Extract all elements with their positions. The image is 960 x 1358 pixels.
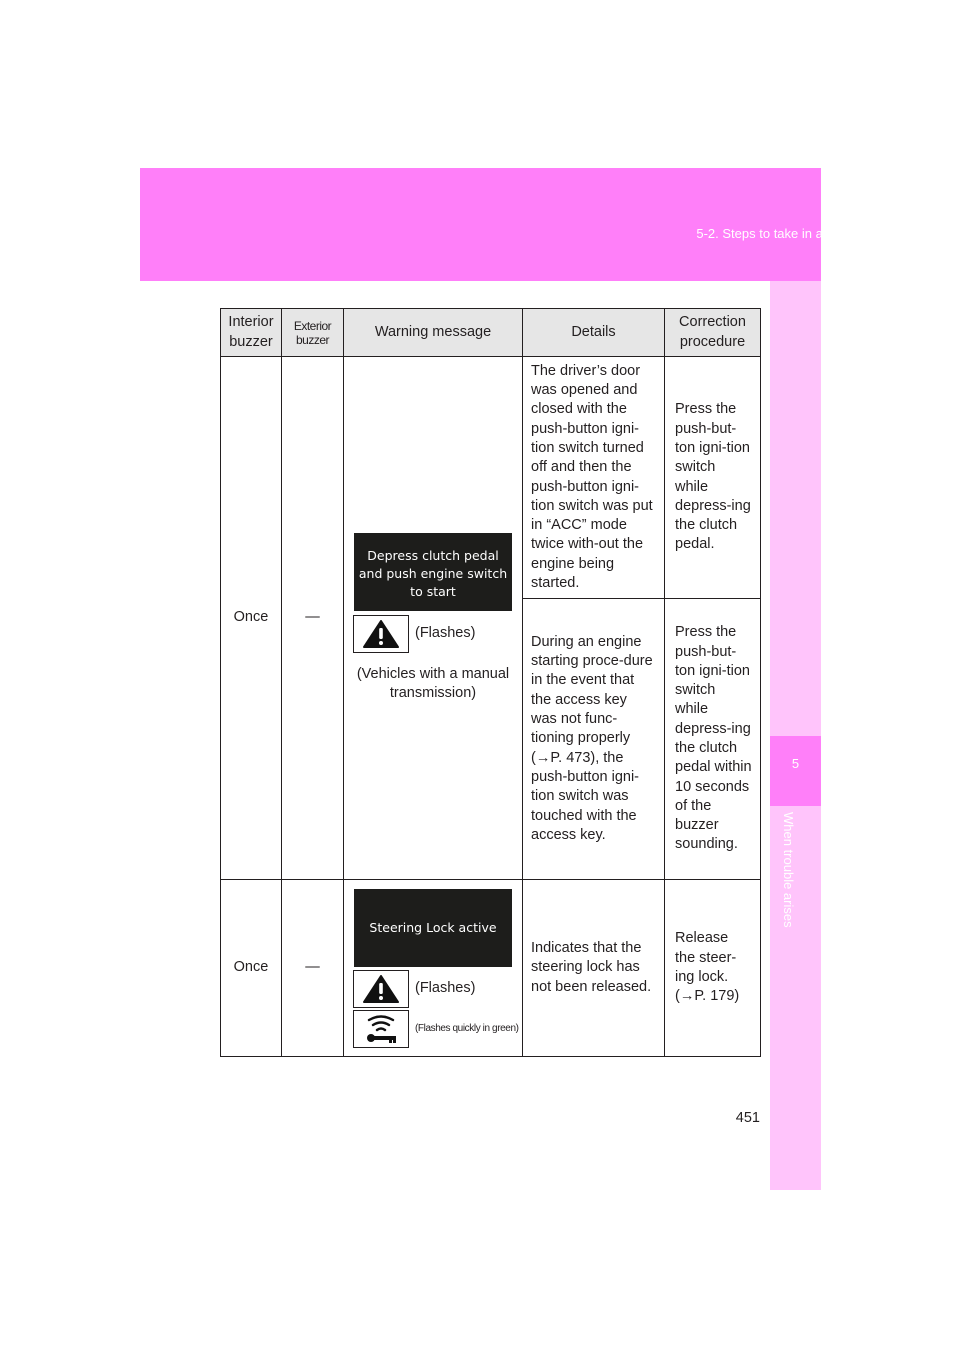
table-header-row bbox=[221, 309, 761, 357]
details-cell: Indicates that the steering lock has not been released. bbox=[523, 880, 665, 1057]
message-display: Steering Lock active bbox=[354, 889, 512, 967]
exterior-buzzer-cell: — bbox=[282, 357, 344, 880]
indicator-label: (Flashes) bbox=[415, 625, 476, 642]
column-header: Details bbox=[523, 309, 665, 357]
indicator-label: (Flashes) bbox=[415, 979, 476, 996]
column-header: Interior buzzer bbox=[221, 309, 282, 357]
column-header: Exterior buzzer bbox=[282, 309, 344, 357]
chapter-label-container bbox=[772, 812, 796, 972]
table-row bbox=[221, 880, 761, 1057]
table-row bbox=[221, 357, 761, 599]
interior-buzzer-cell: Once bbox=[221, 880, 282, 1057]
vehicle-note: (Vehicles with a manual transmission) bbox=[356, 665, 510, 701]
warning-message-cell bbox=[344, 357, 523, 880]
page-number: 451 bbox=[735, 1110, 760, 1126]
indicator-row bbox=[353, 970, 522, 1008]
chapter-box bbox=[770, 736, 821, 806]
chapter-label: When trouble arises bbox=[781, 812, 796, 928]
key-indicator-icon bbox=[353, 1010, 409, 1048]
correction-cell: Release the steer-ing lock. (→P. 179) bbox=[665, 880, 761, 1057]
warning-triangle-icon bbox=[353, 970, 409, 1008]
details-cell: During an engine starting proce-dure in the event that the access key was not func-tioning properly (→P. 473), the push-button igni-tion switch was touched with the access key. bbox=[523, 599, 665, 880]
header-band bbox=[140, 168, 821, 281]
section-title: 5-2. Steps to take in an emergency bbox=[696, 226, 898, 241]
correction-cell: Press the push-but-ton igni-tion switch while depress-ing the clutch pedal. bbox=[665, 357, 761, 599]
column-header: Correction procedure bbox=[665, 309, 761, 357]
column-header: Warning message bbox=[344, 309, 523, 357]
message-display: Depress clutch pedal and push engine switch to start bbox=[354, 533, 512, 611]
key-indicator-label: (Flashes quickly in green) bbox=[415, 1022, 519, 1034]
warning-triangle-icon bbox=[353, 615, 409, 653]
chapter-number: 5 bbox=[791, 756, 800, 771]
exterior-buzzer-cell: — bbox=[282, 880, 344, 1057]
correction-cell: Press the push-but-ton igni-tion switch while depress-ing the clutch pedal within 10 seconds of the buzzer sounding. bbox=[665, 599, 761, 880]
interior-buzzer-cell: Once bbox=[221, 357, 282, 880]
details-cell: The driver’s door was opened and closed with the push-button igni-tion switch turned off and then the push-button igni-tion switch was put in “ACC” mode twice with-out the engine being started. bbox=[523, 357, 665, 599]
warning-table bbox=[220, 308, 761, 1057]
warning-message-cell bbox=[344, 880, 523, 1057]
indicator-row bbox=[353, 615, 522, 653]
key-indicator-row bbox=[353, 1010, 522, 1048]
